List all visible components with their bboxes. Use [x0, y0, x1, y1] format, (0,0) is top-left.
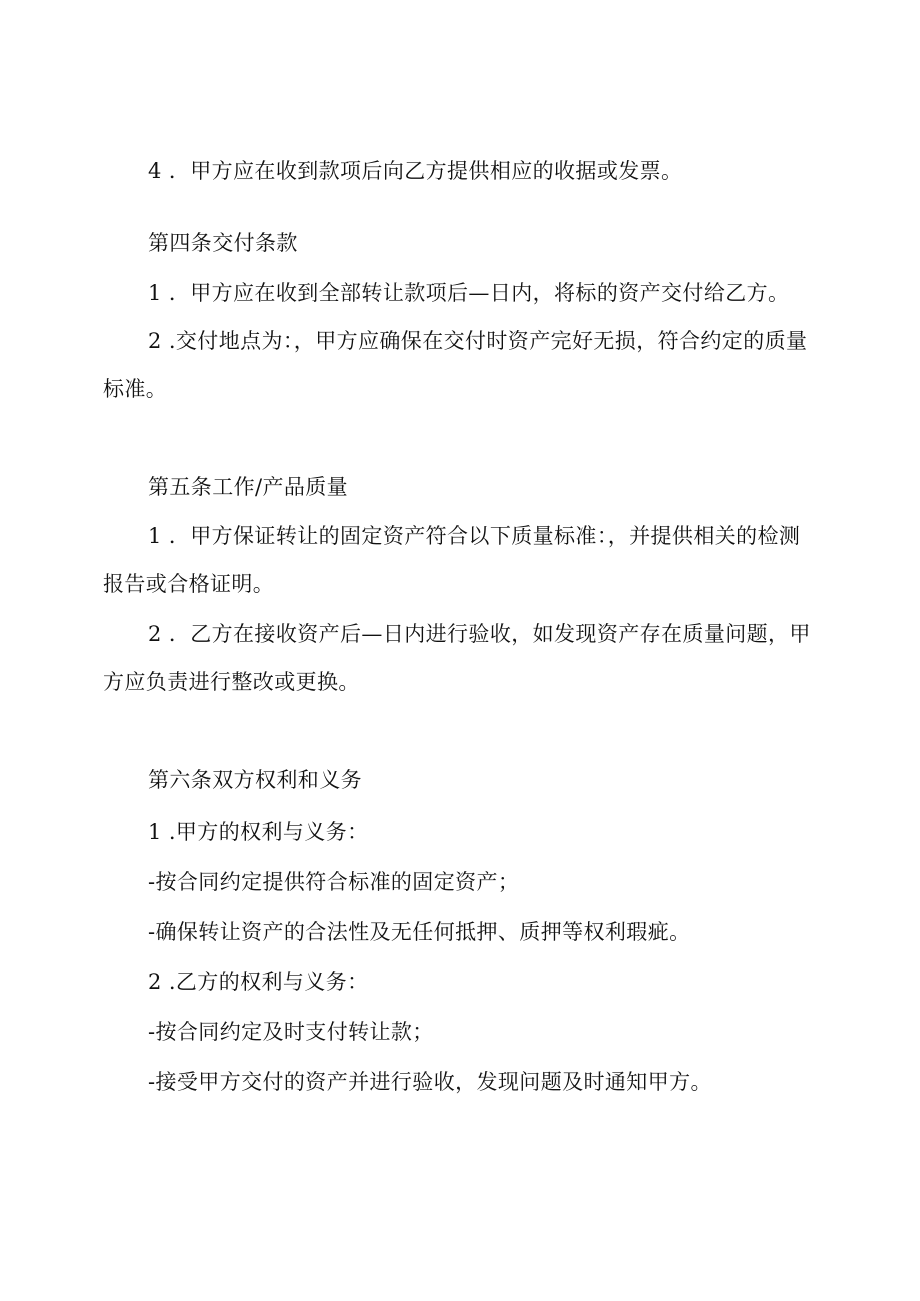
article4-item1: 1 ．甲方应在收到全部转让款项后—日内，将标的资产交付给乙方。 — [148, 281, 790, 305]
article4-item2-line2: 标准。 — [103, 377, 168, 401]
article6-item1-b: -确保转让资产的合法性及无任何抵押、质押等权利瑕疵。 — [148, 920, 691, 944]
article4-item2-line1: 2 .交付地点为：，甲方应确保在交付时资产完好无损，符合约定的质量 — [148, 329, 808, 353]
article6-item1-a: -按合同约定提供符合标准的固定资产； — [148, 870, 520, 894]
article5-heading: 第五条工作/产品质量 — [148, 475, 349, 499]
article5-item2-line2: 方应负责进行整改或更换。 — [103, 670, 360, 694]
article6-item2-b: -接受甲方交付的资产并进行验收，发现问题及时通知甲方。 — [148, 1070, 712, 1094]
article4-heading: 第四条交付条款 — [148, 231, 298, 255]
article6-item1: 1 .甲方的权利与义务： — [148, 820, 369, 844]
article6-item2-a: -按合同约定及时支付转让款； — [148, 1020, 434, 1044]
article5-item2-line1: 2 ．乙方在接收资产后—日内进行验收，如发现资产存在质量问题，甲 — [148, 622, 811, 646]
article5-item1-line1: 1 ．甲方保证转让的固定资产符合以下质量标准：，并提供相关的检测 — [148, 524, 801, 548]
article6-item2: 2 .乙方的权利与义务： — [148, 970, 369, 994]
article3-item4: 4 ．甲方应在收到款项后向乙方提供相应的收据或发票。 — [148, 159, 683, 183]
article6-heading: 第六条双方权利和义务 — [148, 768, 362, 792]
article5-item1-line2: 报告或合格证明。 — [103, 572, 275, 596]
